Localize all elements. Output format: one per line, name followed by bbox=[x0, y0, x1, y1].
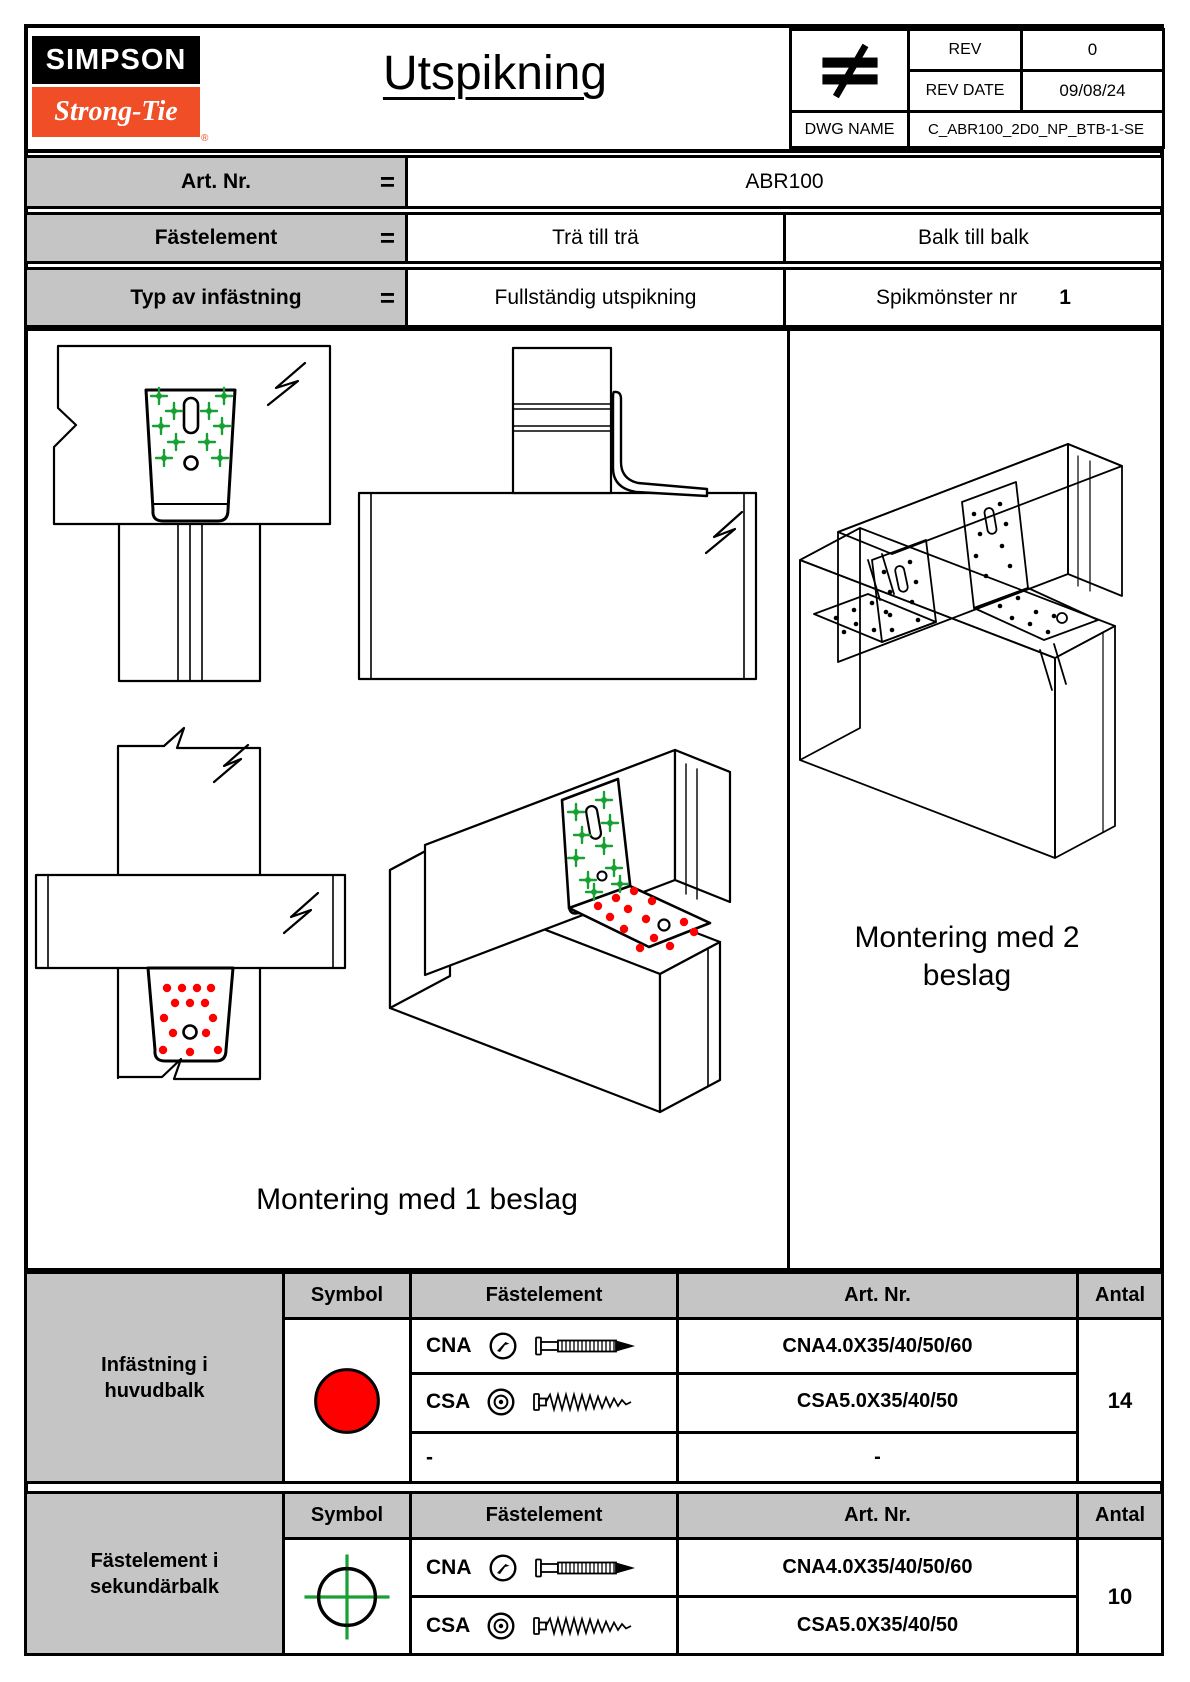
info-value-right-cell bbox=[786, 270, 1161, 325]
info-label-cell bbox=[27, 270, 405, 325]
rev-date-label-cell bbox=[907, 69, 1023, 113]
info-value-artnr: ABR100 bbox=[745, 170, 824, 193]
art-nr-cell: CNA4.0X35/40/50/60 bbox=[782, 1334, 973, 1357]
csa-head-icon bbox=[486, 1611, 516, 1641]
rev-label: REV bbox=[948, 41, 982, 58]
spikmonster-number: 1 bbox=[1059, 285, 1071, 309]
info-value-balk-till-balk: Balk till balk bbox=[918, 226, 1029, 249]
row-label-line1: Infästning i bbox=[101, 1353, 208, 1376]
rev-date-value: 09/08/24 bbox=[1059, 81, 1126, 100]
green-crosshair-symbol-icon bbox=[295, 1545, 399, 1649]
info-label-artnr: Art. Nr. bbox=[180, 170, 251, 193]
art-nr-cell: - bbox=[874, 1446, 881, 1468]
bracket-hole bbox=[598, 872, 607, 881]
row-label-line2: huvudbalk bbox=[104, 1379, 205, 1402]
not-equal-icon bbox=[813, 42, 887, 100]
isometric-two-brackets bbox=[800, 444, 1122, 858]
break-symbol bbox=[1078, 456, 1090, 591]
csa-screw-icon bbox=[532, 1390, 636, 1414]
info-label-cell bbox=[27, 215, 405, 261]
csa-screw-icon bbox=[532, 1614, 636, 1638]
header-divider bbox=[24, 149, 1164, 153]
dwg-name-label: DWG NAME bbox=[804, 120, 895, 138]
info-value-left-cell bbox=[408, 270, 783, 325]
fastener-code: - bbox=[426, 1445, 433, 1469]
qty-cell: 14 bbox=[1107, 1387, 1133, 1413]
symbol-cell bbox=[285, 1320, 409, 1481]
fastener-row-cna bbox=[412, 1320, 676, 1372]
simpson-logo-text: SIMPSON bbox=[45, 43, 187, 76]
cna-nail-icon bbox=[534, 1334, 638, 1358]
cna-nail-icon bbox=[534, 1556, 638, 1580]
fastener-table-sekundarbalk bbox=[24, 1491, 1164, 1656]
dwg-name-value-cell bbox=[907, 110, 1165, 149]
strongtie-logo bbox=[32, 87, 200, 137]
symbol-cell bbox=[285, 1540, 409, 1653]
equals-sign: = bbox=[379, 282, 395, 312]
info-value-cell bbox=[408, 158, 1161, 206]
equals-sign: = bbox=[379, 222, 395, 253]
bracket-slot bbox=[184, 398, 198, 433]
info-value-fullstandig: Fullständig utspikning bbox=[494, 285, 697, 309]
front-view-secondary-beam bbox=[36, 728, 345, 1079]
isometric-one-bracket bbox=[390, 750, 730, 1112]
row-label-line1: Fästelement i bbox=[90, 1549, 219, 1572]
cna-head-icon bbox=[488, 1331, 518, 1361]
col-header-qty: Antal bbox=[1095, 1284, 1145, 1306]
bracket-hole bbox=[1057, 613, 1067, 623]
bracket-hole bbox=[659, 920, 670, 931]
row-label-line2: sekundärbalk bbox=[90, 1575, 219, 1598]
fastener-code: CSA bbox=[426, 1613, 471, 1637]
technical-drawing bbox=[27, 331, 1161, 1268]
info-value-tra-till-tra: Trä till trä bbox=[552, 226, 639, 249]
rev-date-value-cell bbox=[1020, 69, 1165, 113]
csa-head-icon bbox=[486, 1387, 516, 1417]
info-value-spikmonster: Spikmönster nr bbox=[876, 285, 1018, 309]
info-label-typ: Typ av infästning bbox=[130, 285, 302, 309]
fastener-code: CNA bbox=[426, 1334, 472, 1357]
cna-head-icon bbox=[488, 1553, 518, 1583]
rev-label-cell bbox=[907, 28, 1023, 72]
break-symbol bbox=[1040, 644, 1066, 690]
info-row-artnr bbox=[24, 155, 1164, 209]
col-header-qty: Antal bbox=[1095, 1504, 1145, 1526]
page-title: Utspikning bbox=[382, 47, 608, 100]
simpson-logo bbox=[32, 36, 200, 84]
rev-value: 0 bbox=[1087, 40, 1098, 59]
caption-one-bracket: Montering med 1 beslag bbox=[256, 1183, 578, 1216]
side-view-joint bbox=[359, 348, 756, 679]
fastener-row-csa bbox=[412, 1598, 676, 1653]
bracket-profile bbox=[613, 392, 707, 496]
fastener-row-dash bbox=[412, 1434, 676, 1481]
fastener-code: CNA bbox=[426, 1555, 472, 1579]
bracket-hole bbox=[184, 1026, 197, 1039]
dwg-name-label-cell bbox=[789, 110, 910, 149]
col-header-symbol: Symbol bbox=[310, 1284, 384, 1306]
rev-value-cell bbox=[1020, 28, 1165, 72]
info-label-cell bbox=[27, 158, 405, 206]
fastener-table-huvudbalk bbox=[24, 1271, 1164, 1484]
bracket-slot bbox=[894, 565, 908, 592]
table-row-label-cell bbox=[27, 1494, 282, 1653]
nail-hole-dots bbox=[972, 502, 1057, 635]
bracket-hole bbox=[185, 457, 198, 470]
info-value-right-cell bbox=[786, 215, 1161, 261]
equals-sign: = bbox=[379, 166, 395, 197]
front-view-main-beam bbox=[54, 346, 330, 681]
fastener-code: CSA bbox=[426, 1389, 471, 1413]
registered-mark: ® bbox=[201, 133, 209, 144]
art-nr-cell: CSA5.0X35/40/50 bbox=[796, 1614, 959, 1636]
col-header-fastener: Fästelement bbox=[485, 1284, 603, 1306]
not-equal-symbol-cell bbox=[789, 28, 910, 113]
info-label-fastelement: Fästelement bbox=[154, 226, 278, 249]
col-header-symbol: Symbol bbox=[310, 1504, 384, 1526]
red-circle-symbol-icon bbox=[309, 1363, 385, 1439]
qty-cell: 10 bbox=[1107, 1583, 1133, 1609]
art-nr-cell: CNA4.0X35/40/50/60 bbox=[782, 1556, 973, 1578]
art-nr-cell: CSA5.0X35/40/50 bbox=[796, 1390, 959, 1412]
table-row-label-cell bbox=[27, 1274, 282, 1481]
drawing-area bbox=[24, 328, 1164, 1271]
info-row-fastelement bbox=[24, 212, 1164, 264]
strongtie-logo-text: Strong-Tie bbox=[54, 96, 178, 127]
info-value-left-cell bbox=[408, 215, 783, 261]
break-symbol bbox=[214, 745, 248, 782]
dwg-name-value: C_ABR100_2D0_NP_BTB-1-SE bbox=[928, 121, 1144, 138]
caption-two-brackets: Montering med 2 beslag bbox=[854, 921, 1080, 992]
col-header-fastener: Fästelement bbox=[485, 1504, 603, 1526]
fastener-row-csa bbox=[412, 1375, 676, 1428]
info-row-typ bbox=[24, 267, 1164, 328]
fastener-row-cna bbox=[412, 1540, 676, 1595]
rev-date-label: REV DATE bbox=[925, 82, 1005, 99]
col-header-art: Art. Nr. bbox=[844, 1504, 911, 1526]
col-header-art: Art. Nr. bbox=[844, 1284, 911, 1306]
bracket-slot bbox=[984, 507, 997, 534]
